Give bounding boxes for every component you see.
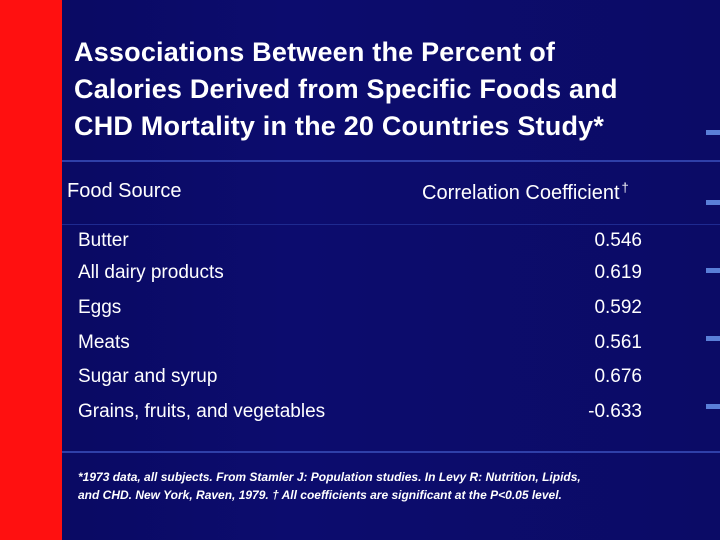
- slide-title: [74, 34, 714, 145]
- table-row: [78, 262, 648, 292]
- red-accent-bar: [0, 0, 62, 540]
- food-label: Meats: [78, 332, 130, 353]
- decorative-dash: [706, 268, 720, 273]
- column-header-food-source: Food Source: [67, 180, 182, 202]
- footnote-line: and CHD. New York, Raven, 1979. † All coefficients are significant at the P<0.05 level.: [78, 488, 562, 502]
- table-row: [78, 366, 648, 396]
- table-row: [78, 332, 648, 362]
- correlation-value: -0.633: [588, 401, 642, 422]
- food-label: Butter: [78, 230, 129, 251]
- correlation-value: 0.546: [594, 230, 642, 251]
- table-row: [78, 230, 648, 260]
- divider-line: [62, 160, 720, 162]
- table-row: [78, 401, 648, 431]
- table-row: [78, 297, 648, 327]
- column-header-correlation-label: Correlation Coefficient: [422, 182, 620, 204]
- decorative-dash: [706, 404, 720, 409]
- dagger-mark: †: [621, 180, 629, 195]
- divider-line: [62, 224, 720, 225]
- correlation-value: 0.592: [594, 297, 642, 318]
- food-label: Sugar and syrup: [78, 366, 218, 387]
- correlation-value: 0.619: [594, 262, 642, 283]
- title-line: Associations Between the Percent of: [74, 37, 556, 67]
- correlation-value: 0.561: [594, 332, 642, 353]
- divider-line: [62, 451, 720, 453]
- food-label: Grains, fruits, and vegetables: [78, 401, 326, 422]
- decorative-dash: [706, 336, 720, 341]
- decorative-dash: [706, 200, 720, 205]
- title-line: Calories Derived from Specific Foods and: [74, 74, 618, 104]
- decorative-dash: [706, 130, 720, 135]
- correlation-value: 0.676: [594, 366, 642, 387]
- footnote: [78, 468, 688, 504]
- food-label: All dairy products: [78, 262, 224, 283]
- food-label: Eggs: [78, 297, 122, 318]
- title-line: CHD Mortality in the 20 Countries Study*: [74, 111, 605, 141]
- column-header-correlation: [422, 180, 629, 205]
- footnote-line: *1973 data, all subjects. From Stamler J: Population studies. In Levy R: Nutrition, Lipids,: [78, 470, 581, 484]
